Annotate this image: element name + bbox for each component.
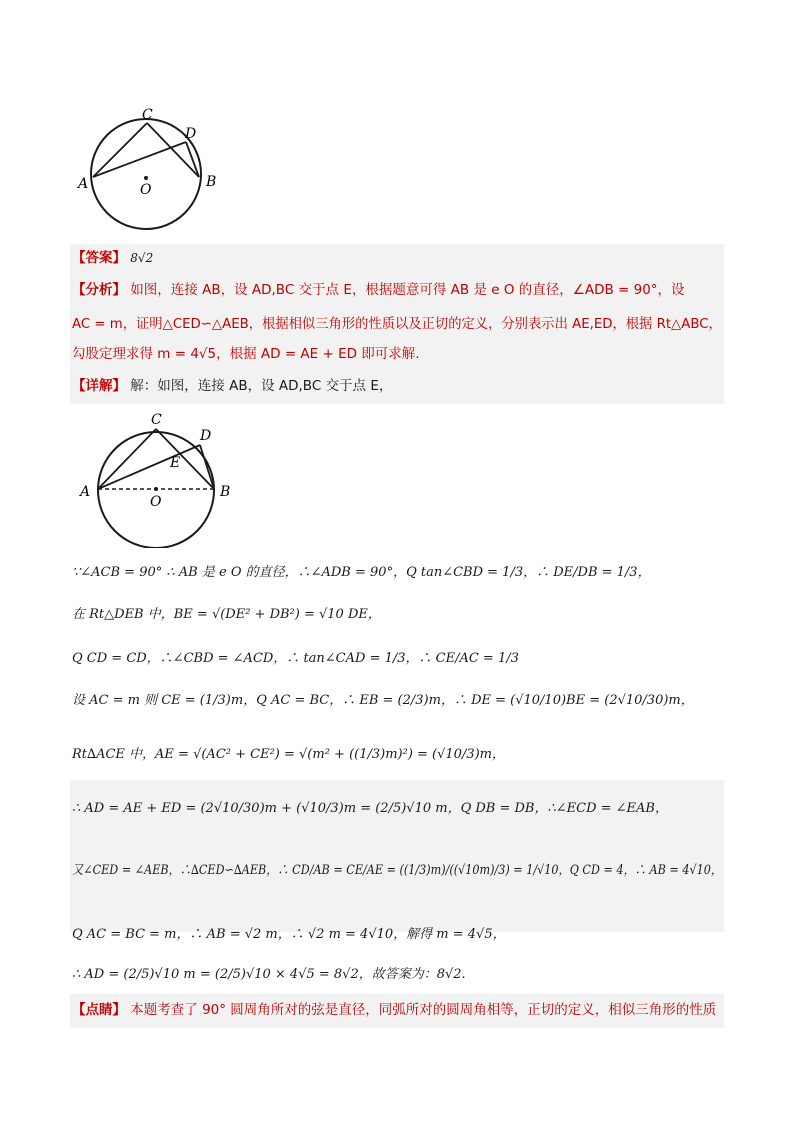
comment-text: 本题考查了 90° 圆周角所对的弦是直径，同弧所对的圆周角相等，正切的定义，相似三角形的性质 — [130, 1002, 717, 1018]
detail-line-3 — [72, 652, 519, 665]
analysis-tag: 【分析】 — [72, 282, 126, 298]
answer-band — [70, 244, 724, 276]
answer-line — [72, 252, 153, 266]
fig1-label-a: A — [78, 176, 89, 192]
fig2-label-d: D — [200, 428, 212, 444]
detail-line-2 — [72, 608, 381, 621]
detail-text-6: ∴ AD = AE + ED = (2√10/30)m + (√10/3)m = (2/5)√10 m，Q DB = DB，∴∠ECD = ∠EAB， — [72, 801, 668, 816]
fig2-label-a: A — [80, 484, 91, 500]
detail-line-1 — [72, 566, 651, 579]
figure-circle-detail — [72, 404, 240, 548]
analysis-text-2: AC = m，证明△CED∽△AEB，根据相似三角形的性质以及正切的定义，分别表示出 AE,ED，根据 Rt△ABC， — [72, 316, 722, 332]
fig1-label-b: B — [206, 174, 217, 190]
comment-line — [72, 1004, 716, 1018]
detail-text-3: Q CD = CD，∴∠CBD = ∠ACD，∴ tan∠CAD = 1/3，∴ CE/AC = 1/3 — [72, 651, 519, 666]
figure-circle-top — [76, 104, 226, 236]
fig2-label-o: O — [150, 494, 162, 510]
fig2-label-e: E — [170, 455, 181, 471]
detail-band-2 — [70, 780, 724, 898]
fig1-label-d: D — [185, 126, 197, 142]
detail-text-9: ∴ AD = (2/5)√10 m = (2/5)√10 × 4√5 = 8√2，故答案为：8√2. — [72, 967, 466, 982]
detail-text-1: ∵∠ACB = 90° ∴ AB 是 e O 的直径，∴∠ADB = 90°，Q tan∠CBD = 1/3，∴ DE/DB = 1/3， — [72, 565, 651, 580]
fig2-label-c: C — [151, 412, 162, 428]
detail-text-8: Q AC = BC = m，∴ AB = √2 m，∴ √2 m = 4√10，解得 m = 4√5， — [72, 927, 506, 942]
detail-line-7 — [72, 864, 722, 877]
analysis-line-2 — [72, 318, 722, 332]
detail-line-4 — [72, 694, 694, 707]
detail-tag: 【详解】 — [72, 378, 126, 394]
detail-line-9 — [72, 968, 466, 981]
answer-tag: 【答案】 — [72, 250, 126, 266]
comment-tag: 【点睛】 — [72, 1002, 126, 1018]
detail-text-2: 在 Rt△DEB 中，BE = √(DE² + DB²) = √10 DE， — [72, 607, 381, 622]
analysis-text-1: 如图，连接 AB，设 AD,BC 交于点 E，根据题意可得 AB 是 e O 的直径，∠ADB = 90°，设 — [130, 282, 685, 298]
detail-text-7: 又∠CED = ∠AEB，∴∆CED∽∆AEB，∴ CD/AB = CE/AE = ((1/3)m)/((√10m)/3) = 1/√10，Q CD = 4，∴ AB = 4√10， — [72, 863, 723, 878]
fig1-label-o: O — [140, 182, 152, 198]
detail-line-8 — [72, 928, 506, 941]
fig1-label-c: C — [142, 107, 153, 123]
analysis-line-1 — [72, 284, 685, 298]
fig2-label-b: B — [220, 484, 231, 500]
detail-line-6 — [72, 802, 668, 815]
detail-text-5: Rt∆ACE 中，AE = √(AC² + CE²) = √(m² + ((1/3)m)²) = (√10/3)m， — [72, 747, 505, 762]
detail-intro-line — [72, 380, 392, 394]
analysis-text-3: 勾股定理求得 m = 4√5，根据 AD = AE + ED 即可求解. — [72, 346, 420, 362]
detail-line-5 — [72, 748, 505, 761]
analysis-line-3 — [72, 348, 420, 362]
answer-value: 8√2 — [130, 251, 154, 265]
detail-intro: 解：如图，连接 AB，设 AD,BC 交于点 E， — [130, 378, 393, 394]
detail-text-4: 设 AC = m 则 CE = (1/3)m，Q AC = BC，∴ EB = (2/3)m，∴ DE = (√10/10)BE = (2√10/30)m， — [72, 693, 694, 708]
